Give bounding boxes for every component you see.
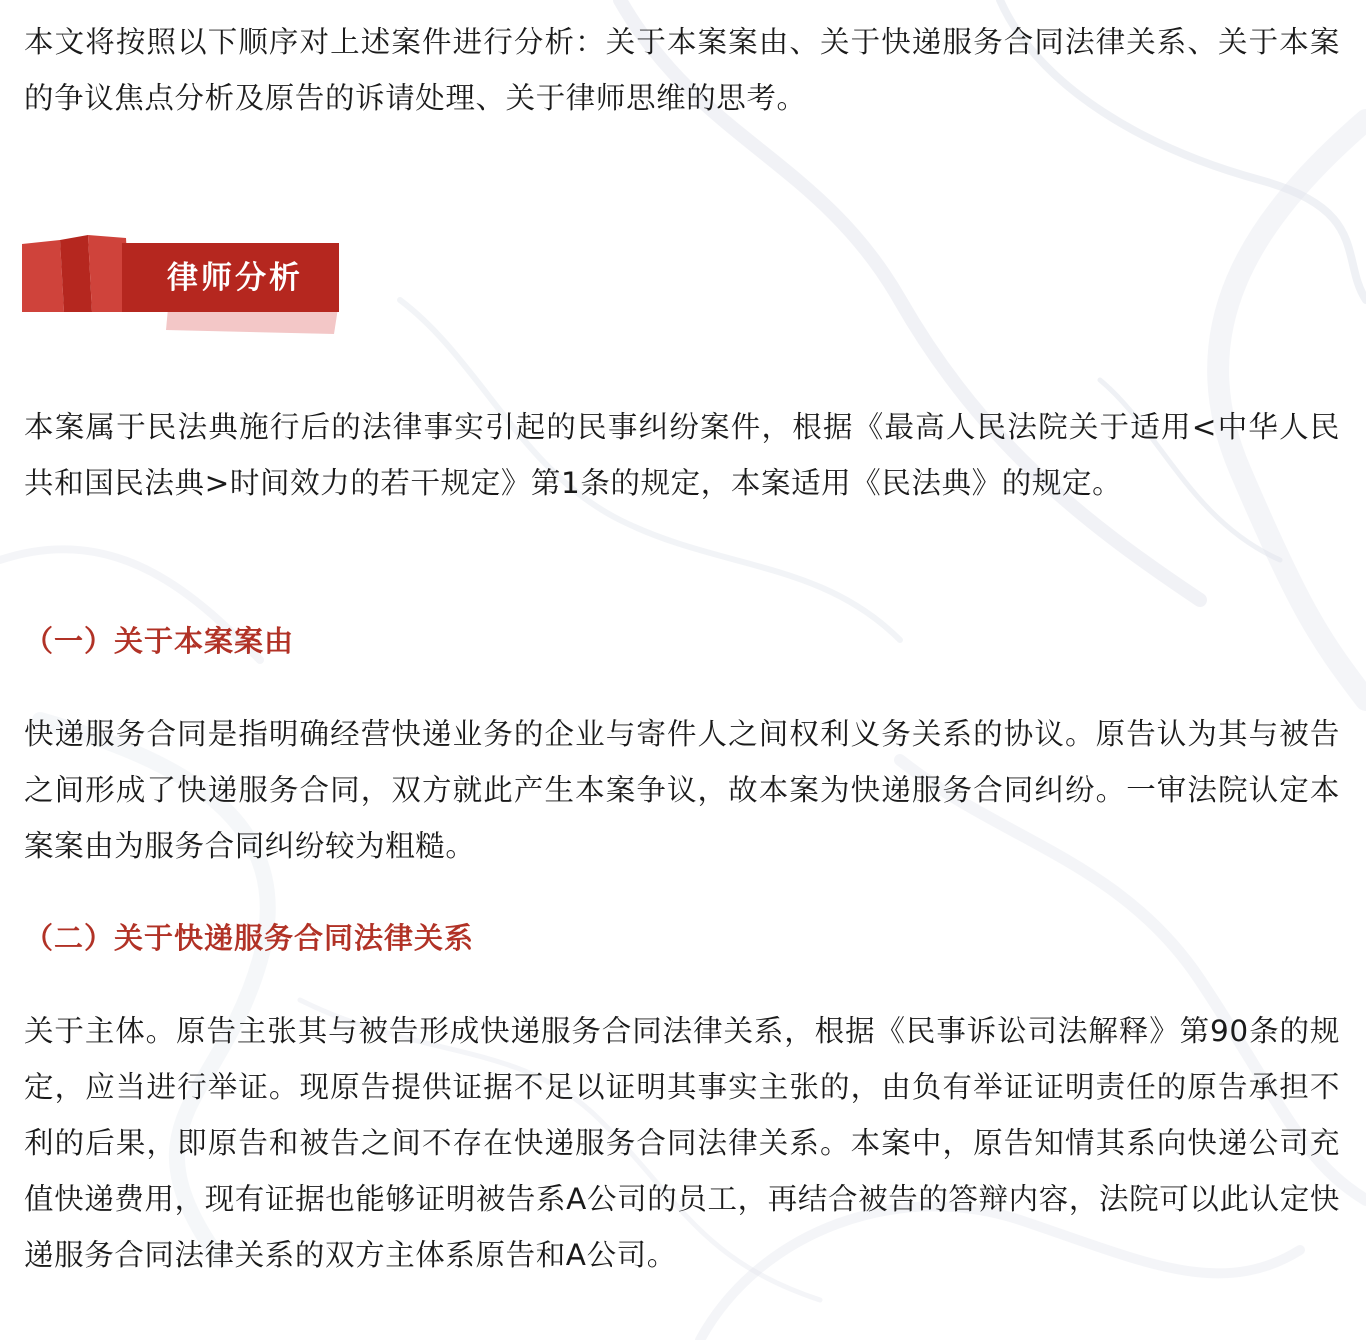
analysis-paragraph: 本案属于民法典施行后的法律事实引起的民事纠纷案件，根据《最高人民法院关于适用<中华人民共和国民法典>时间效力的若干规定》第1条的规定，本案适用《民法典》的规定。 [24,410,1340,500]
subheading-express-contract: （二）关于快递服务合同法律关系 [24,921,475,955]
case-cause-paragraph: 快递服务合同是指明确经营快递业务的企业与寄件人之间权利义务关系的协议。原告认为其与被告之间形成了快递服务合同，双方就此产生本案争议，故本案为快递服务合同纠纷。一审法院认定本案案由为服务合同纠纷较为粗糙。 [24,717,1340,863]
subject-paragraph: 关于主体。原告主张其与被告形成快递服务合同法律关系，根据《民事诉讼司法解释》第90条的规定，应当进行举证。现原告提供证据不足以证明其事实主张的，由负有举证证明责任的原告承担不利的后果，即原告和被告之间不存在快递服务合同法律关系。本案中，原告知情其系向快递公司充值快递费用，现有证据也能够证明被告系A公司的员工，再结合被告的答辩内容，法院可以此认定快递服务合同法律关系的双方主体系原告和A公司。 [24,1014,1340,1272]
banner-title: 律师分析 [167,260,303,296]
intro-paragraph: 本文将按照以下顺序对上述案件进行分析：关于本案案由、关于快递服务合同法律关系、关于本案的争议焦点分析及原告的诉请处理、关于律师思维的思考。 [24,25,1340,115]
section-banner [22,234,342,334]
subheading-case-cause: （一）关于本案案由 [24,624,295,658]
